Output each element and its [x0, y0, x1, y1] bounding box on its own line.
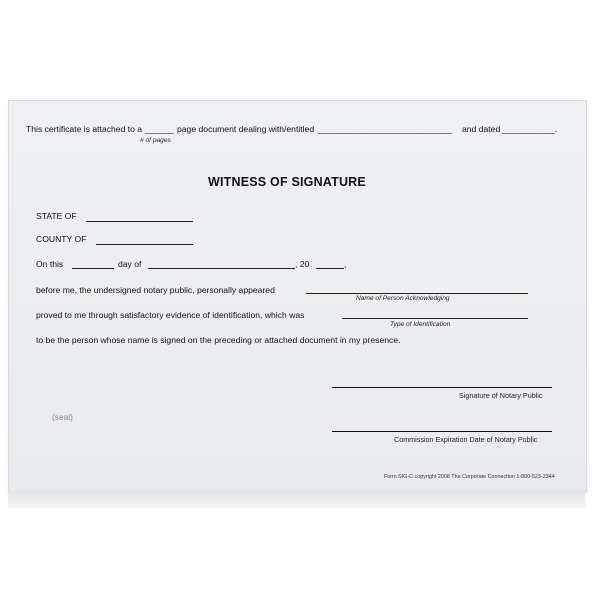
dated-label: and dated: [462, 124, 501, 134]
pages-caption: # of pages: [140, 137, 171, 144]
date-blank: ___________.: [502, 124, 557, 134]
state-field[interactable]: [86, 221, 193, 222]
person-name-field[interactable]: [306, 293, 528, 294]
year-prefix-text: , 20: [295, 259, 310, 269]
form-title: WITNESS OF SIGNATURE: [208, 175, 366, 189]
id-caption: Type of Identification: [390, 321, 451, 328]
appeared-text: before me, the undersigned notary public, personally appeared: [36, 285, 275, 295]
presence-text: to be the person whose name is signed on the preceding or attached document in my presence.: [36, 335, 401, 345]
card-shadow: [8, 490, 585, 508]
notary-signature-caption: Signature of Notary Public: [459, 391, 543, 400]
attached-prefix-text: This certificate is attached to a: [26, 124, 143, 134]
seal-label: (seal): [52, 412, 73, 422]
identification-type-field[interactable]: [342, 318, 528, 319]
date-line-end: ,: [344, 259, 347, 269]
pages-blank: ______: [145, 124, 174, 134]
day-of-text: day of: [118, 259, 142, 269]
state-label: STATE OF: [36, 211, 77, 221]
month-field[interactable]: [148, 268, 295, 269]
notary-signature-line[interactable]: [332, 387, 552, 388]
commission-expiration-line[interactable]: [332, 431, 552, 432]
expiration-caption: Commission Expiration Date of Notary Public: [394, 435, 538, 444]
year-field[interactable]: [316, 268, 344, 269]
name-caption: Name of Person Acknowledging: [356, 295, 450, 302]
county-label: COUNTY OF: [36, 234, 87, 244]
proved-text: proved to me through satisfactory evidence of identification, which was: [36, 310, 305, 320]
attached-mid-text: page document dealing with/entitled: [177, 124, 315, 134]
on-this-text: On this: [36, 259, 64, 269]
county-field[interactable]: [96, 244, 193, 245]
form-footer: Form SIG-C copyright 2008 The Corporate Connection 1-800-523-2344: [384, 474, 555, 480]
title-blank: ____________________________: [318, 124, 452, 134]
day-number-field[interactable]: [72, 268, 114, 269]
notary-certificate-card: [8, 100, 587, 492]
